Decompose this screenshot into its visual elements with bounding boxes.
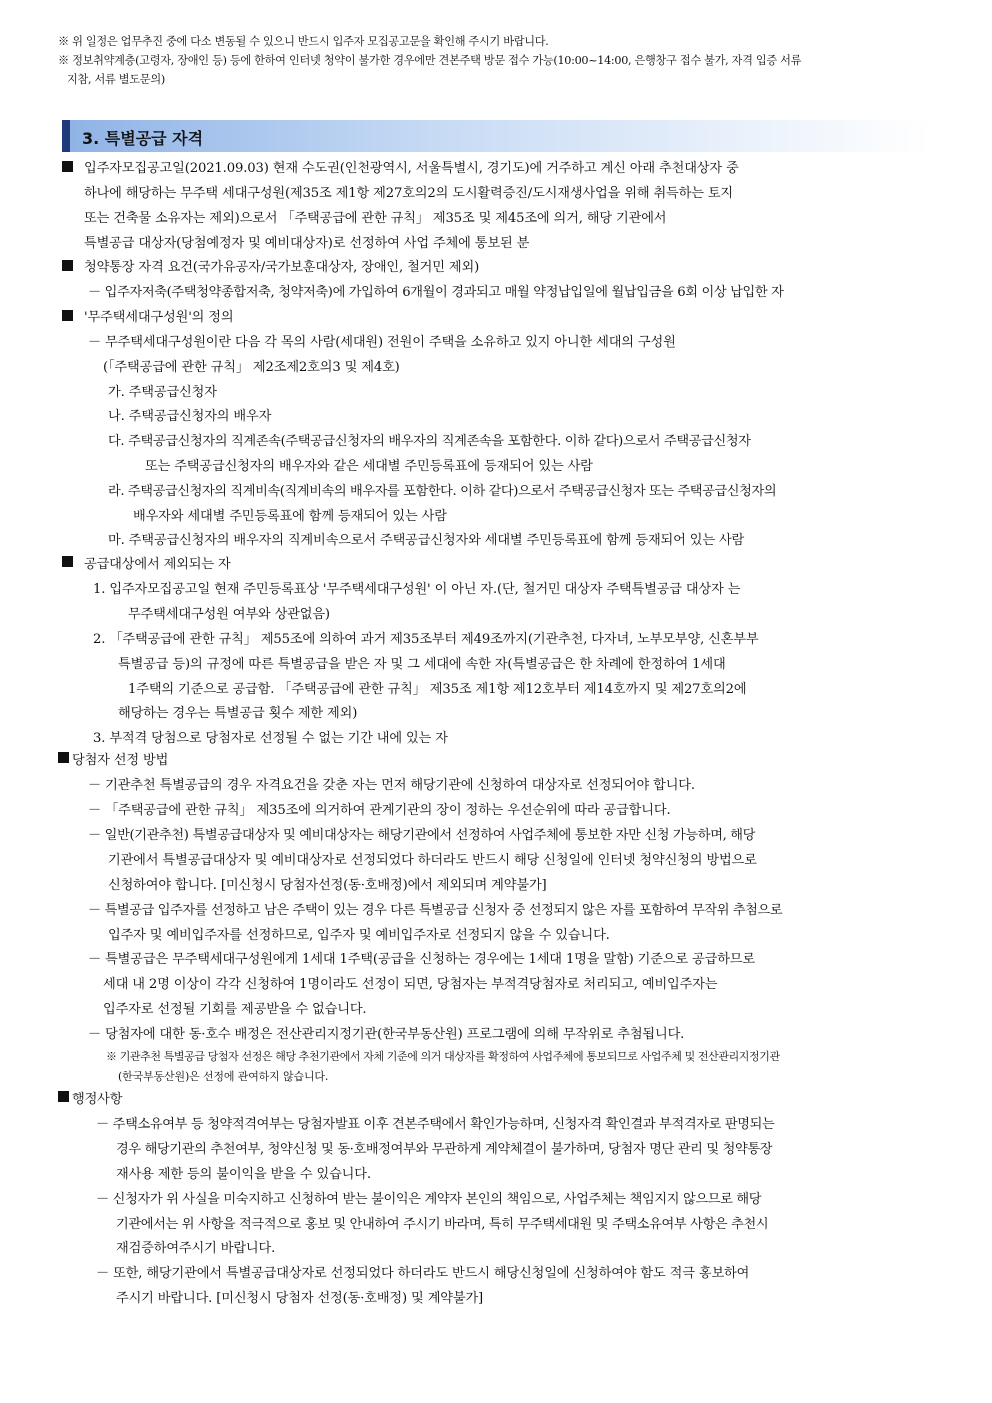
bankbook-requirement-heading: 청약통장 자격 요건(국가유공자/국가보훈대상자, 장애인, 철거민 제외) <box>84 260 480 275</box>
definition-subitem: 다. 주택공급신청자의 직계존속(주택공급신청자의 배우자의 직계존속을 포함한다. 이하 같다)으로서 주택공급신청자 <box>108 434 751 449</box>
definition-subitem: 가. 주택공급신청자 <box>108 385 217 400</box>
winner-selection-heading: 당첨자 선정 방법 <box>72 753 169 768</box>
definition-subitem: 또는 주택공급신청자의 배우자와 같은 세대별 주민등록표에 등재되어 있는 사람 <box>145 459 593 474</box>
winner-selection-item: － 특별공급 입주자를 선정하고 남은 주택이 있는 경우 다른 특별공급 신청자 중 선정되지 않은 자를 포함하여 무작위 추첨으로 <box>88 903 783 918</box>
exclusion-item: 2. 「주택공급에 관한 규칙」 제55조에 의하여 과거 제35조부터 제49조까지(기관추천, 다자녀, 노부모부양, 신혼부부 <box>93 632 759 647</box>
schedule-change-note: ※ 위 일정은 업무추진 중에 다소 변동될 수 있으니 반드시 입주자 모집공고문을 확인해 주시기 바랍니다. <box>58 35 549 48</box>
winner-selection-item: 신청하여야 합니다. [미신청시 당첨자선정(동·호배정)에서 제외되며 계약불가] <box>108 878 547 893</box>
bullet-square-icon <box>62 161 73 172</box>
definition-subitem: 나. 주택공급신청자의 배우자 <box>108 409 272 424</box>
exclusion-heading: 공급대상에서 제외되는 자 <box>84 557 231 572</box>
admin-item: － 주택소유여부 등 청약적격여부는 당첨자발표 이후 견본주택에서 확인가능하며, 신청자격 확인결과 부적격자로 판명되는 <box>96 1117 775 1132</box>
admin-item: 기관에서는 위 사항을 적극적으로 홍보 및 안내하여 주시기 바라며, 특히 무주택세대원 및 주택소유여부 사항은 추천시 <box>116 1217 769 1232</box>
exclusion-item: 무주택세대구성원 여부와 상관없음) <box>128 607 330 622</box>
definition-subitem: 라. 주택공급신청자의 직계비속(직계비속의 배우자를 포함한다. 이하 같다)으로서 주택공급신청자 또는 주택공급신청자의 <box>108 484 777 499</box>
eligibility-line: 특별공급 대상자(당첨예정자 및 예비대상자)로 선정하여 사업 주체에 통보된 분 <box>84 236 530 251</box>
homeless-definition-item: － 무주택세대구성원이란 다음 각 목의 사람(세대원) 전원이 주택을 소유하고 있지 아니한 세대의 구성원 <box>88 335 676 350</box>
bullet-square-icon <box>58 752 69 763</box>
definition-subitem: 배우자와 세대별 주민등록표에 함께 등재되어 있는 사람 <box>133 509 447 524</box>
exclusion-item: 1. 입주자모집공고일 현재 주민등록표상 '무주택세대구성원' 이 아닌 자.(단, 철거민 대상자 주택특별공급 대상자 는 <box>93 582 741 597</box>
winner-selection-item: 입주자 및 예비입주자를 선정하므로, 입주자 및 예비입주자로 선정되지 않을 수 있습니다. <box>108 928 610 943</box>
section-header <box>62 120 930 152</box>
admin-item: 재사용 제한 등의 불이익을 받을 수 있습니다. <box>116 1167 371 1182</box>
exclusion-item: 특별공급 등)의 규정에 따른 특별공급을 받은 자 및 그 세대에 속한 자(특별공급은 한 차례에 한정하여 1세대 <box>118 657 726 672</box>
winner-selection-item: － 「주택공급에 관한 규칙」 제35조에 의거하여 관계기관의 장이 정하는 우선순위에 따라 공급합니다. <box>88 803 671 818</box>
section-title: 3. 특별공급 자격 <box>82 129 204 148</box>
winner-selection-item: － 일반(기관추천) 특별공급대상자 및 예비대상자는 해당기관에서 선정하여 사업주체에 통보한 자만 신청 가능하며, 해당 <box>88 828 756 843</box>
winner-selection-item: － 당첨자에 대한 동·호수 배정은 전산관리지정기관(한국부동산원) 프로그램에 의해 무작위로 추첨됩니다. <box>88 1027 685 1042</box>
winner-selection-item: 세대 내 2명 이상이 각각 신청하여 1명이라도 선정이 되면, 당첨자는 부적격당첨자로 처리되고, 예비입주자는 <box>103 977 718 992</box>
bullet-square-icon <box>58 1091 69 1102</box>
winner-selection-item: 입주자로 선정될 기회를 제공받을 수 없습니다. <box>103 1002 367 1017</box>
eligibility-line: 또는 건축물 소유자는 제외)으로서 「주택공급에 관한 규칙」 제35조 및 제45조에 의거, 해당 기관에서 <box>84 211 667 226</box>
bullet-square-icon <box>62 556 73 567</box>
admin-item: 경우 해당기관의 추천여부, 청약신청 및 동·호배정여부와 무관하게 계약체결이 불가하며, 당첨자 명단 관리 및 청약통장 <box>116 1142 773 1157</box>
section-header-bar <box>62 120 70 152</box>
winner-selection-item: 기관에서 특별공급대상자 및 예비대상자로 선정되었다 하더라도 반드시 해당 신청일에 인터넷 청약신청의 방법으로 <box>108 853 757 868</box>
eligibility-line: 하나에 해당하는 무주택 세대구성원(제35조 제1항 제27호의2의 도시활력증진/도시재생사업을 위해 취득하는 토지 <box>84 186 734 201</box>
vulnerable-group-note-cont: 지참, 서류 별도문의) <box>67 73 165 86</box>
admin-item: － 신청자가 위 사실을 미숙지하고 신청하여 받는 불이익은 계약자 본인의 책임으로, 사업주체는 책임지지 않으므로 해당 <box>96 1192 762 1207</box>
admin-heading: 행정사항 <box>72 1092 123 1107</box>
exclusion-item: 3. 부적격 당첨으로 당첨자로 선정될 수 없는 기간 내에 있는 자 <box>93 731 448 746</box>
bullet-square-icon <box>62 310 73 321</box>
exclusion-item: 해당하는 경우는 특별공급 횟수 제한 제외) <box>118 706 358 721</box>
admin-item: 주시기 바랍니다. [미신청시 당첨자 선정(동·호배정) 및 계약불가] <box>116 1291 484 1306</box>
admin-item: － 또한, 해당기관에서 특별공급대상자로 선정되었다 하더라도 반드시 해당신청일에 신청하여야 함도 적극 홍보하여 <box>96 1266 750 1281</box>
winner-selection-note: ※ 기관추천 특별공급 당첨자 선정은 해당 추천기관에서 자체 기준에 의거 대상자를 확정하여 사업주체에 통보되므로 사업주체 및 전산관리지정기관 <box>106 1050 780 1063</box>
eligibility-line: 입주자모집공고일(2021.09.03) 현재 수도권(인천광역시, 서울특별시, 경기도)에 거주하고 계신 아래 추천대상자 중 <box>84 161 739 176</box>
exclusion-item: 1주택의 기준으로 공급함. 「주택공급에 관한 규칙」 제35조 제1항 제12호부터 제14호까지 및 제27호의2에 <box>128 682 747 697</box>
admin-item: 재검증하여주시기 바랍니다. <box>116 1241 276 1256</box>
bankbook-requirement-item: － 입주자저축(주택청약종합저축, 청약저축)에 가입하여 6개월이 경과되고 매월 약정납입일에 월납입금을 6회 이상 납입한 자 <box>88 285 784 300</box>
winner-selection-item: － 특별공급은 무주택세대구성원에게 1세대 1주택(공급을 신청하는 경우에는 1세대 1명을 말함) 기준으로 공급하므로 <box>88 952 755 967</box>
vulnerable-group-note: ※ 정보취약계층(고령자, 장애인 등) 등에 한하여 인터넷 청약이 불가한 경우에만 견본주택 방문 접수 가능(10:00~14:00, 은행창구 접수 불가, 자격 입증 서류 <box>58 54 802 67</box>
homeless-definition-heading: '무주택세대구성원'의 정의 <box>84 310 234 325</box>
homeless-definition-item: (「주택공급에 관한 규칙」 제2조제2호의3 및 제4호) <box>103 360 400 375</box>
definition-subitem: 마. 주택공급신청자의 배우자의 직계비속으로서 주택공급신청자와 세대별 주민등록표에 함께 등재되어 있는 사람 <box>108 533 745 548</box>
winner-selection-item: － 기관추천 특별공급의 경우 자격요건을 갖춘 자는 먼저 해당기관에 신청하여 대상자로 선정되어야 합니다. <box>88 778 695 793</box>
winner-selection-note: (한국부동산원)은 선정에 관여하지 않습니다. <box>118 1070 329 1083</box>
bullet-square-icon <box>62 260 73 271</box>
